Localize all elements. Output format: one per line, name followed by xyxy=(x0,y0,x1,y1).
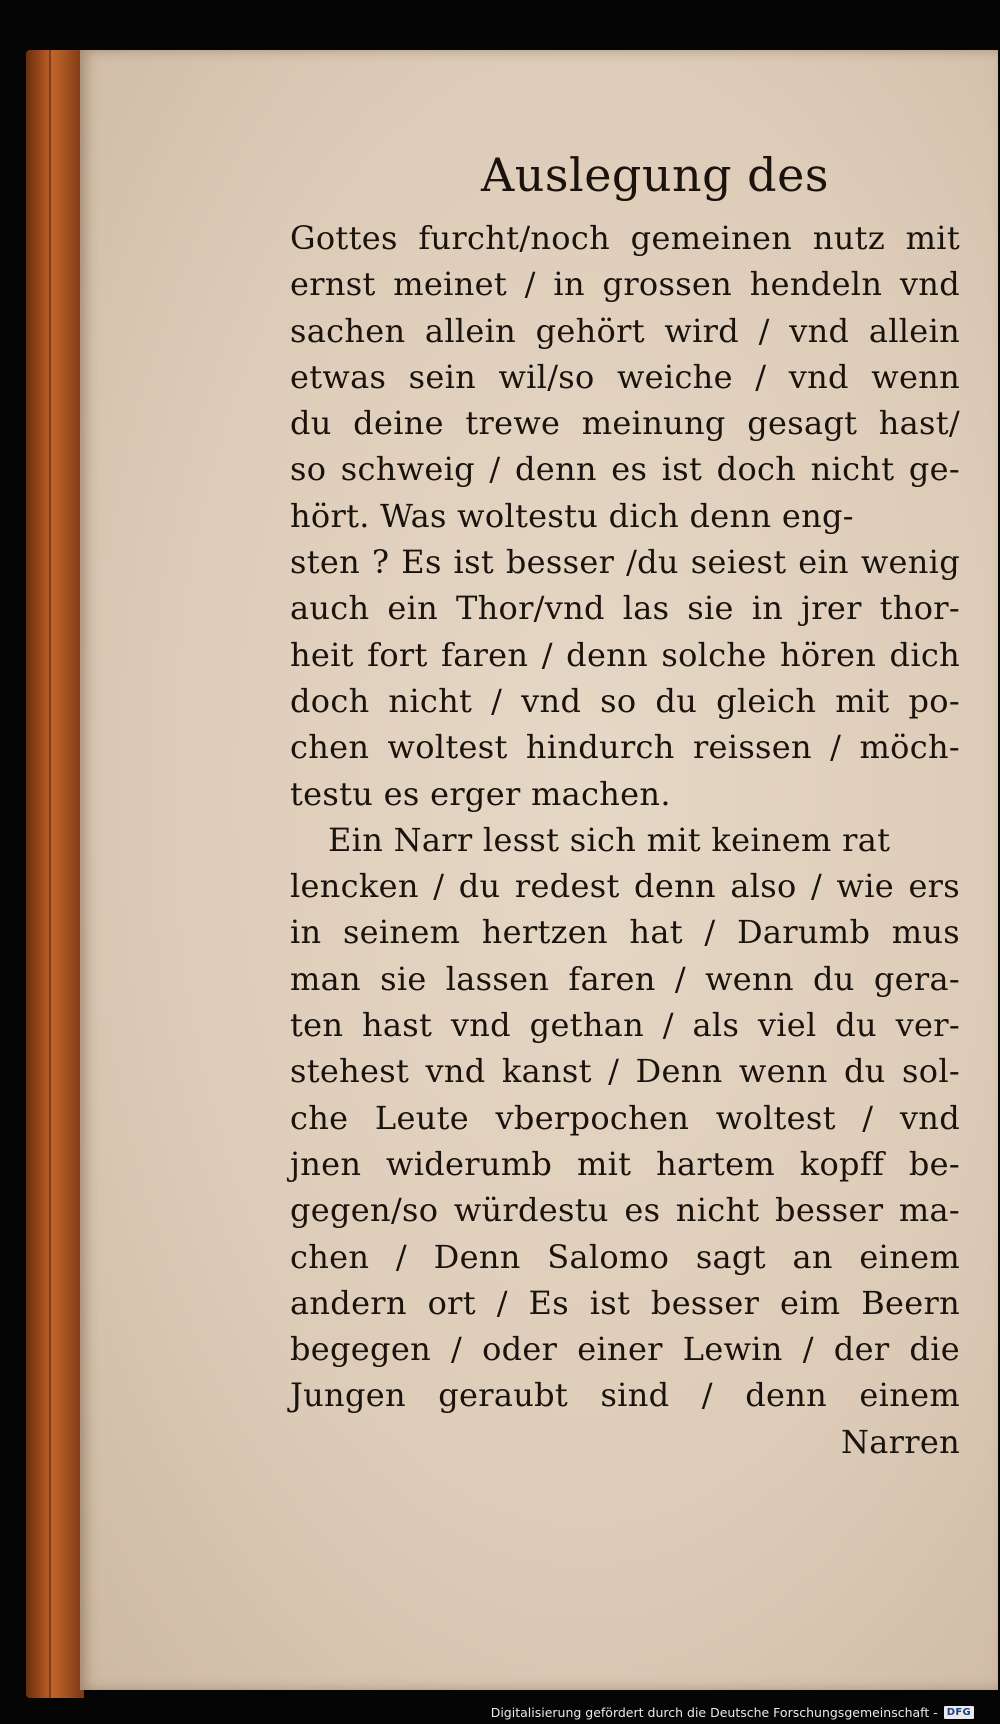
catchword: Narren xyxy=(840,1422,960,1461)
text-line: begegen / oder einer Lewin / der die xyxy=(290,1330,960,1369)
running-head: Auslegung des xyxy=(481,148,829,202)
text-line: hört. Was woltestu dich denn eng- xyxy=(290,496,854,535)
text-line-paragraph-start: Ein Narr lesst sich mit keinem rat xyxy=(328,820,891,859)
text-line: chen woltest hindurch reissen / möch- xyxy=(290,728,960,767)
digitization-credit xyxy=(491,1705,974,1720)
text-line: Jungen geraubt sind / denn einem xyxy=(290,1376,960,1415)
page-text-block xyxy=(290,135,960,1465)
text-line: etwas sein wil/so weiche / vnd wenn xyxy=(290,357,960,396)
dfg-logo: DFG xyxy=(944,1706,974,1719)
text-line: sten ? Es ist besser /du seiest ein wenig xyxy=(290,543,960,582)
text-line: ernst meinet / in grossen hendeln vnd xyxy=(290,265,960,304)
text-line: jnen widerumb mit hartem kopff be- xyxy=(290,1144,960,1183)
text-line: chen / Denn Salomo sagt an einem xyxy=(290,1237,960,1276)
text-line: stehest vnd kanst / Denn wenn du sol- xyxy=(290,1052,960,1091)
text-line: du deine trewe meinung gesagt hast/ xyxy=(290,404,960,443)
text-line: ten hast vnd gethan / als viel du ver- xyxy=(290,1006,960,1045)
text-line: auch ein Thor/vnd las sie in jrer thor- xyxy=(290,589,960,628)
text-line: lencken / du redest denn also / wie ers xyxy=(290,867,960,906)
text-line: testu es erger machen. xyxy=(290,774,671,813)
text-line: gegen/so würdestu es nicht besser ma- xyxy=(290,1191,960,1230)
text-line: sachen allein gehört wird / vnd allein xyxy=(290,311,960,350)
text-line: che Leute vberpochen woltest / vnd xyxy=(290,1098,960,1137)
text-line: man sie lassen faren / wenn du gera- xyxy=(290,959,960,998)
text-line: Gottes furcht/noch gemeinen nutz mit xyxy=(290,219,960,257)
text-line: heit fort faren / denn solche hören dich xyxy=(290,635,960,674)
credit-text: Digitalisierung gefördert durch die Deutsche Forschungsgemeinschaft - xyxy=(490,1705,938,1720)
text-line: doch nicht / vnd so du gleich mit po- xyxy=(290,681,960,720)
text-line: so schweig / denn es ist doch nicht ge- xyxy=(290,450,960,489)
text-line: andern ort / Es ist besser eim Beern xyxy=(290,1283,960,1322)
book-spine-edge xyxy=(26,50,84,1698)
text-line: in seinem hertzen hat / Darumb mus xyxy=(290,913,960,952)
